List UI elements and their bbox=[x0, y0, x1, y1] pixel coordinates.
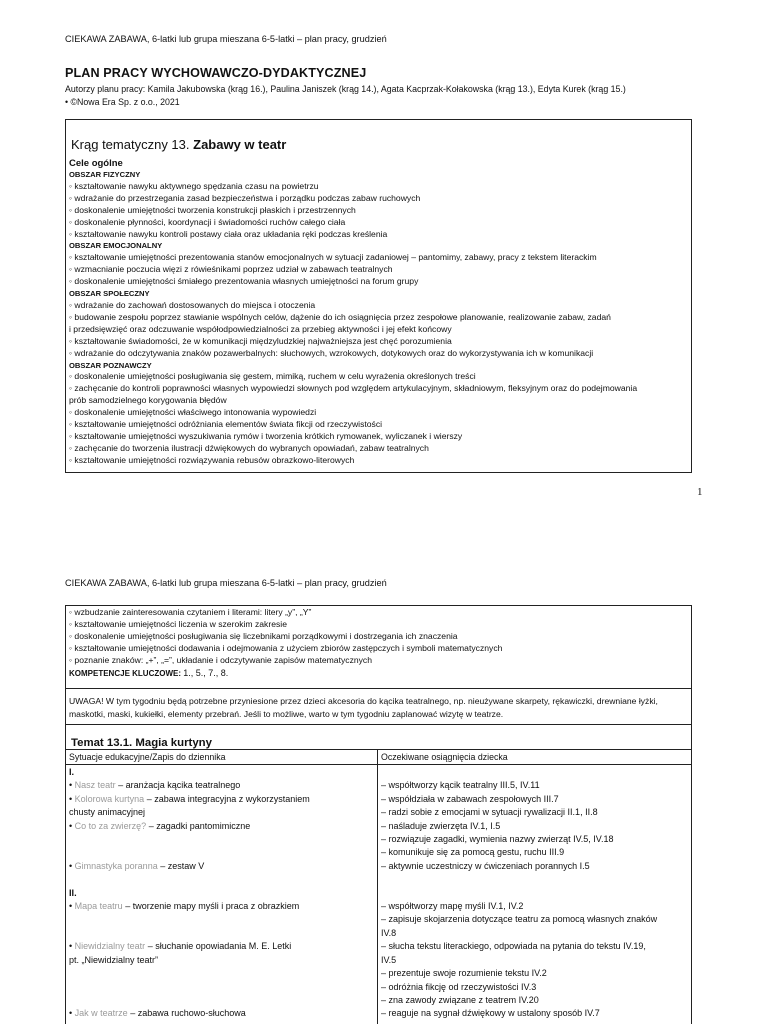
goal-item: ◦ wdrażanie do odczytywania znaków pozawerbalnych: słuchowych, wzrokowych, dotykowych oraz do wykorzystywania ich w komunikacji bbox=[69, 347, 594, 358]
outcome-item: – reaguje na sygnał dźwiękowy w ustalony sposób IV.7 bbox=[381, 1008, 600, 1019]
goal-item: ◦ poznanie znaków: „+”, „=”, układanie i odczytywanie zapisów matematycznych bbox=[69, 654, 373, 665]
goal-item: ◦ kształtowanie umiejętności liczenia w szerokim zakresie bbox=[69, 618, 287, 629]
goals-heading: Cele ogólne bbox=[69, 158, 123, 169]
bullet: • bbox=[69, 941, 75, 952]
outcome-item: IV.8 bbox=[381, 927, 397, 938]
bullet: • bbox=[69, 780, 75, 791]
page-header-2: CIEKAWA ZABAWA, 6-latki lub grupa mieszana 6-5-latki – plan pracy, grudzień bbox=[65, 578, 387, 588]
activity-row bbox=[69, 1007, 369, 1020]
goal-item: ◦ kształtowanie umiejętności odróżniania elementów świata fikcji od rzeczywistości bbox=[69, 419, 383, 430]
activity-name: Niewidzialny teatr bbox=[74, 941, 146, 952]
activity-row bbox=[69, 860, 369, 873]
activity-row bbox=[69, 820, 369, 833]
goal-item: ◦ zachęcanie do kontroli poprawności własnych wypowiedzi słownych pod względem artykulacyjnym, składniowym, fleksyjnym oraz do podejmowania bbox=[69, 383, 638, 394]
spacer bbox=[69, 833, 369, 846]
goals-list bbox=[69, 607, 688, 667]
competencies-label: KOMPETENCJE KLUCZOWE: bbox=[69, 668, 181, 678]
theme-prefix: Krąg tematyczny 13. bbox=[71, 137, 190, 152]
key-competencies bbox=[69, 667, 688, 680]
activity-description: – zabawa ruchowo-słuchowa bbox=[127, 1008, 246, 1019]
spacer bbox=[69, 967, 369, 980]
goal-item: ◦ kształtowanie nawyku kontroli postawy ciała oraz układania ręki podczas kreślenia bbox=[69, 228, 388, 239]
competencies-value: 1., 5., 7., 8. bbox=[183, 667, 229, 678]
divider bbox=[66, 749, 691, 750]
outcome-item: – współdziała w zabawach zespołowych III.7 bbox=[381, 793, 559, 804]
bullet: • bbox=[69, 820, 75, 831]
activity-description: – zabawa integracyjna z wykorzystaniem bbox=[144, 793, 310, 804]
goal-item: ◦ wzmacnianie poczucia więzi z rówieśnikami poprzez udział w zabawach teatralnych bbox=[69, 264, 393, 275]
activity-description: – aranżacja kącika teatralnego bbox=[115, 780, 241, 791]
spacer bbox=[69, 981, 369, 994]
section-number: II. bbox=[69, 887, 77, 898]
outcome-item: IV.5 bbox=[381, 954, 397, 965]
spacer bbox=[69, 927, 369, 940]
bullet: • bbox=[69, 793, 75, 804]
goal-item: ◦ doskonalenie umiejętności posługiwania się gestem, mimiką, ruchem w celu wyrażenia określonych treści bbox=[69, 371, 476, 382]
activity-row bbox=[69, 793, 369, 806]
continued-goals bbox=[69, 607, 688, 680]
goal-item: prób samodzielnego korygowania błędów bbox=[69, 395, 227, 406]
goal-item: ◦ kształtowanie umiejętności prezentowania stanów emocjonalnych w sytuacji zadaniowej – pantomimy, zabawy, pracy z tekstem literackim bbox=[69, 252, 597, 263]
activity-continuation: pt. „Niewidzialny teatr” bbox=[69, 954, 159, 965]
activity-row bbox=[69, 900, 369, 913]
section-heading: OBSZAR EMOCJONALNY bbox=[69, 241, 163, 251]
section-number: I. bbox=[69, 767, 75, 777]
bullet: • bbox=[69, 901, 75, 912]
activity-row bbox=[69, 940, 369, 953]
spacer bbox=[69, 913, 369, 926]
goal-item: ◦ kształtowanie świadomości, że w komunikacji międzyludzkiej najważniejsza jest chęć porozumienia bbox=[69, 335, 452, 346]
outcome-item: – zapisuje skojarzenia dotyczące teatru za pomocą własnych znaków bbox=[381, 914, 658, 925]
spacer bbox=[69, 846, 369, 859]
activity-continuation: chusty animacyjnej bbox=[69, 807, 146, 818]
activity-name: Gimnastyka poranna bbox=[74, 860, 158, 871]
activity-name: Nasz teatr bbox=[74, 780, 116, 791]
goals-content bbox=[69, 158, 688, 467]
section-heading: OBSZAR POZNAWCZY bbox=[69, 360, 152, 370]
activity-description: – słuchanie opowiadania M. E. Letki bbox=[145, 941, 292, 952]
goal-item: i przedsięwzięć oraz odczuwanie współodpowiedzialności za przebieg aktywności i jej efekt końcowy bbox=[69, 323, 452, 334]
page-number: 1 bbox=[697, 486, 703, 498]
section-heading: OBSZAR FIZYCZNY bbox=[69, 170, 141, 179]
outcome-item bbox=[381, 873, 689, 886]
theme-name: Zabawy w teatr bbox=[193, 137, 287, 152]
outcome-item: – naśladuje zwierzęta IV.1, I.5 bbox=[381, 820, 501, 831]
page-header: CIEKAWA ZABAWA, 6-latki lub grupa mieszana 6-5-latki – plan pracy, grudzień bbox=[65, 34, 387, 44]
authors-line: Autorzy planu pracy: Kamila Jakubowska (krąg 16.), Paulina Janiszek (krąg 14.), Agata Kacprzak-Kołakowska (krąg 13.), Edyta Kurek (krąg 15.) bbox=[65, 84, 626, 94]
theme-box bbox=[65, 119, 692, 473]
activity-name: Jak w teatrze bbox=[74, 1008, 128, 1019]
divider bbox=[66, 724, 691, 725]
outcome-item: – radzi sobie z emocjami w sytuacji rywalizacji II.1, II.8 bbox=[381, 807, 598, 818]
bullet: • bbox=[69, 1008, 75, 1019]
outcome-item: – współtworzy mapę myśli IV.1, IV.2 bbox=[381, 901, 524, 912]
outcome-item bbox=[381, 766, 689, 779]
outcome-item: – prezentuje swoje rozumienie tekstu IV.2 bbox=[381, 968, 547, 979]
outcome-item: – odróżnia fikcję od rzeczywistości IV.3 bbox=[381, 981, 537, 992]
activity-name: Mapa teatru bbox=[74, 901, 123, 912]
outcome-item bbox=[381, 887, 689, 900]
activity-name: Co to za zwierzę? bbox=[74, 820, 147, 831]
goal-item: ◦ budowanie zespołu poprzez stawianie wspólnych celów, dążenie do ich osiągnięcia przez zespołowe planowanie, realizowanie zabaw, zadań bbox=[69, 311, 611, 322]
topic-title: Temat 13.1. Magia kurtyny bbox=[71, 737, 212, 749]
educational-situations-column bbox=[69, 766, 369, 1021]
note-text: UWAGA! W tym tygodniu będą potrzebne przyniesione przez dzieci akcesoria do kącika teatralnego, np. nieużywane skarpety, rękawiczki, drewniane łyżki, maskotki, maski, kukiełki, elementy przebrań. Jeśli to możliwe, warto w tym tygodniu zaplanować wizytę w teatrze. bbox=[69, 696, 658, 719]
theme-title bbox=[71, 137, 286, 152]
divider bbox=[66, 764, 691, 765]
outcome-item: – słucha tekstu literackiego, odpowiada na pytania do tekstu IV.19, bbox=[381, 941, 646, 952]
goal-item: ◦ doskonalenie umiejętności posługiwania się liczebnikami porządkowymi i dostrzegania ich znaczenia bbox=[69, 630, 458, 641]
goal-item: ◦ wzbudzanie zainteresowania czytaniem i literami: litery „y”, „Y” bbox=[69, 607, 312, 617]
outcome-item: – komunikuje się za pomocą gestu, ruchu III.9 bbox=[381, 847, 565, 858]
divider bbox=[66, 688, 691, 689]
copyright-line: • ©Nowa Era Sp. z o.o., 2021 bbox=[65, 97, 180, 107]
activity-description: – tworzenie mapy myśli i praca z obrazkiem bbox=[122, 901, 300, 912]
authors-block bbox=[65, 83, 626, 109]
goals-sections bbox=[69, 169, 688, 467]
goal-item: ◦ wdrażanie do przestrzegania zasad bezpieczeństwa i porządku podczas zabaw ruchowych bbox=[69, 192, 421, 203]
activity-row bbox=[69, 779, 369, 792]
activity-description: – zagadki pantomimiczne bbox=[146, 820, 251, 831]
goal-item: ◦ zachęcanie do tworzenia ilustracji dźwiękowych do wybranych opowiadań, zabaw teatralnych bbox=[69, 442, 429, 453]
column-header-left: Sytuacje edukacyjne/Zapis do dziennika bbox=[69, 752, 226, 762]
activity-name: Kolorowa kurtyna bbox=[74, 793, 145, 804]
goal-item: ◦ kształtowanie nawyku aktywnego spędzania czasu na powietrzu bbox=[69, 180, 319, 191]
goal-item: ◦ kształtowanie umiejętności dodawania i odejmowania z użyciem zbiorów zastępczych i symboli matematycznych bbox=[69, 642, 503, 653]
plan-box bbox=[65, 605, 692, 1024]
section-heading: OBSZAR SPOŁECZNY bbox=[69, 289, 150, 299]
goal-item: ◦ doskonalenie umiejętności śmiałego prezentowania własnych umiejętności na forum grupy bbox=[69, 276, 419, 287]
outcome-item: – rozwiązuje zagadki, wymienia nazwy zwierząt IV.5, IV.18 bbox=[381, 834, 614, 845]
bullet: • bbox=[69, 860, 75, 871]
expected-outcomes-column bbox=[381, 766, 689, 1021]
outcome-item: – współtworzy kącik teatralny III.5, IV.11 bbox=[381, 780, 540, 791]
document-title: PLAN PRACY WYCHOWAWCZO-DYDAKTYCZNEJ bbox=[65, 66, 367, 80]
goal-item: ◦ wdrażanie do zachowań dostosowanych do miejsca i otoczenia bbox=[69, 299, 316, 310]
activity-description: – zestaw V bbox=[157, 860, 205, 871]
goal-item: ◦ kształtowanie umiejętności rozwiązywania rebusów obrazkowo-literowych bbox=[69, 454, 355, 465]
spacer bbox=[69, 994, 369, 1007]
goal-item: ◦ doskonalenie płynności, koordynacji i świadomości ruchów całego ciała bbox=[69, 216, 346, 227]
column-divider bbox=[377, 749, 378, 1024]
column-header-right: Oczekiwane osiągnięcia dziecka bbox=[381, 752, 508, 762]
goal-item: ◦ kształtowanie umiejętności wyszukiwania rymów i tworzenia krótkich rymowanek, wyliczanek i wierszy bbox=[69, 430, 463, 441]
goal-item: ◦ doskonalenie umiejętności tworzenia konstrukcji płaskich i przestrzennych bbox=[69, 204, 356, 215]
spacer bbox=[69, 873, 369, 886]
goal-item: ◦ doskonalenie umiejętności właściwego intonowania wypowiedzi bbox=[69, 407, 317, 418]
outcome-item: – zna zawody związane z teatrem IV.20 bbox=[381, 994, 539, 1005]
outcome-item: – aktywnie uczestniczy w ćwiczeniach porannych I.5 bbox=[381, 860, 590, 871]
